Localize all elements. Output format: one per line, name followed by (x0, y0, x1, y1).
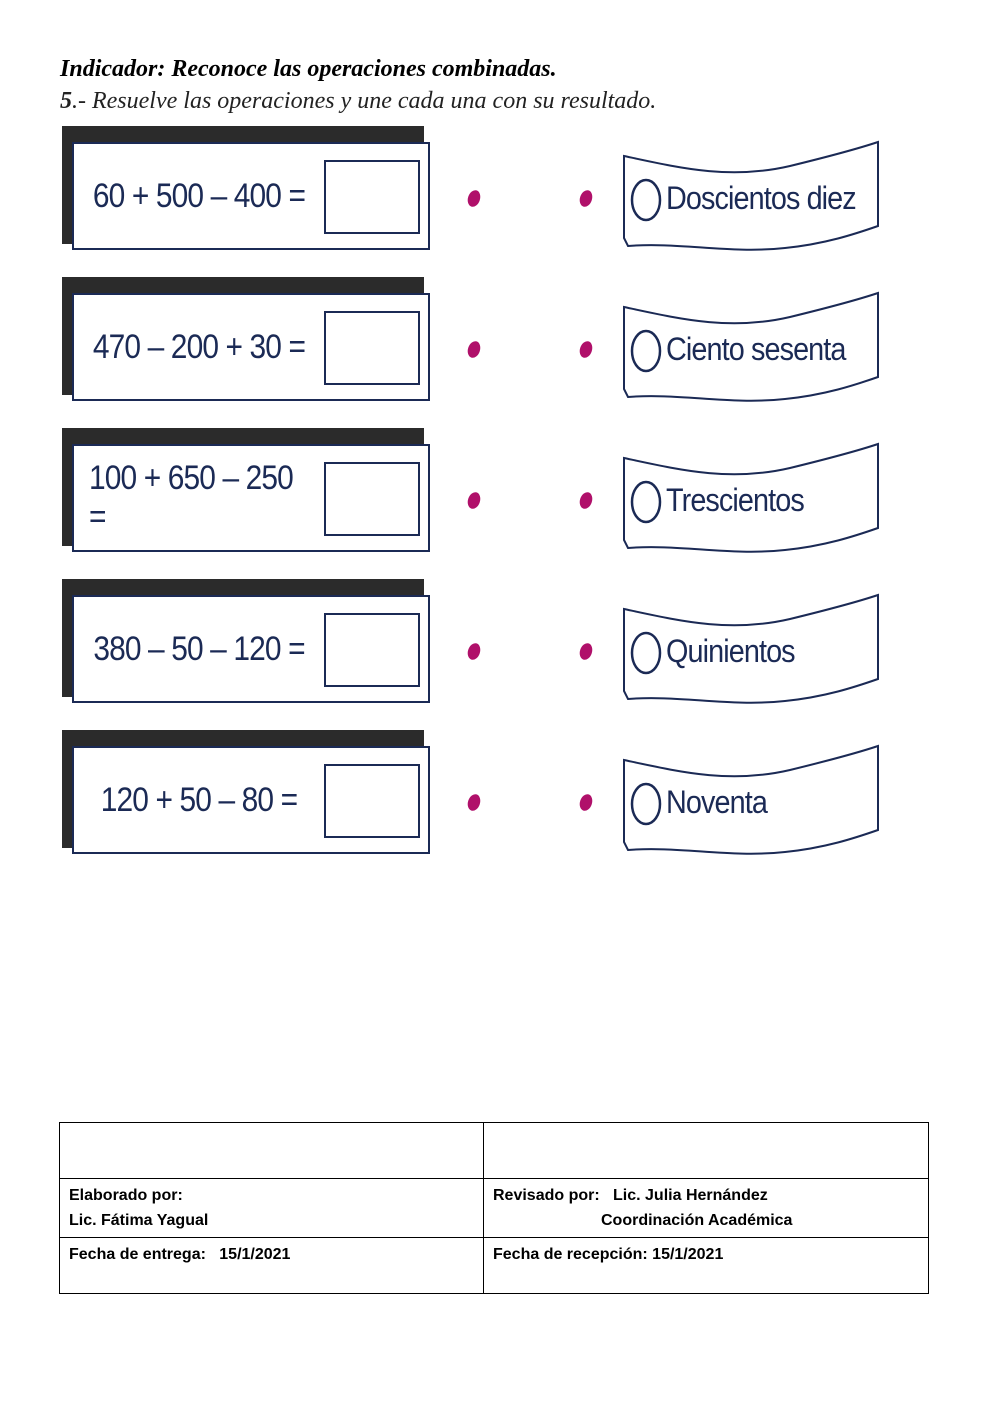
answer-label: Trescientos (666, 481, 804, 518)
exercise-row-2 (0, 277, 1000, 417)
match-dot-left[interactable] (466, 491, 483, 511)
match-dot-left[interactable] (466, 642, 483, 662)
delivery-cell (60, 1238, 484, 1294)
answer-box[interactable] (324, 311, 420, 385)
table-row (60, 1179, 929, 1238)
reception-date: Fecha de recepción: 15/1/2021 (493, 1246, 724, 1263)
operation-card (72, 142, 430, 250)
answer-banner (620, 593, 882, 709)
operation-text: 380 – 50 – 120 = (93, 629, 305, 668)
operation-text: 60 + 500 – 400 = (92, 176, 306, 215)
answer-banner (620, 744, 882, 860)
elaborated-name: Lic. Fátima Yagual (69, 1212, 209, 1229)
indicator-heading: Indicador: Reconoce las operaciones combinadas. (60, 56, 557, 82)
elaborated-label: Elaborado por: (69, 1187, 183, 1204)
table-row (60, 1238, 929, 1294)
instruction-number: 5 (60, 88, 72, 114)
exercise-row-1 (0, 126, 1000, 266)
exercise-row-3 (0, 428, 1000, 568)
signature-table (59, 1122, 929, 1294)
answer-banner (620, 442, 882, 558)
answer-label: Noventa (666, 783, 767, 820)
answer-box[interactable] (324, 160, 420, 234)
match-dot-right[interactable] (578, 189, 595, 209)
exercise-row-5 (0, 730, 1000, 870)
answer-box[interactable] (324, 613, 420, 687)
answer-box[interactable] (324, 764, 420, 838)
operation-text: 470 – 200 + 30 = (92, 327, 306, 366)
operation-card (72, 444, 430, 552)
match-dot-left[interactable] (466, 793, 483, 813)
table-cell-empty (484, 1123, 929, 1179)
reviewed-cell (484, 1179, 929, 1238)
match-dot-right[interactable] (578, 340, 595, 360)
table-cell-empty (60, 1123, 484, 1179)
operation-card (72, 746, 430, 854)
instruction (60, 88, 656, 115)
reviewed-label: Revisado por: Lic. Julia Hernández (493, 1187, 768, 1204)
answer-banner (620, 291, 882, 407)
answer-label: Quinientos (666, 632, 795, 669)
answer-banner (620, 140, 882, 256)
answer-label: Ciento sesenta (666, 330, 846, 367)
match-dot-left[interactable] (466, 340, 483, 360)
operation-text: 120 + 50 – 80 = (100, 780, 298, 819)
exercise-row-4 (0, 579, 1000, 719)
delivery-date: Fecha de entrega: 15/1/2021 (69, 1246, 291, 1263)
operation-card (72, 595, 430, 703)
operation-card (72, 293, 430, 401)
reception-cell (484, 1238, 929, 1294)
table-row (60, 1123, 929, 1179)
elaborated-cell (60, 1179, 484, 1238)
operation-text: 100 + 650 – 250 = (89, 459, 293, 536)
match-dot-right[interactable] (578, 642, 595, 662)
answer-label: Doscientos diez (666, 179, 856, 216)
match-dot-right[interactable] (578, 793, 595, 813)
reviewed-role: Coordinación Académica (601, 1212, 793, 1229)
match-dot-left[interactable] (466, 189, 483, 209)
instruction-text: .- Resuelve las operaciones y une cada una con su resultado. (72, 88, 657, 114)
match-dot-right[interactable] (578, 491, 595, 511)
answer-box[interactable] (324, 462, 420, 536)
